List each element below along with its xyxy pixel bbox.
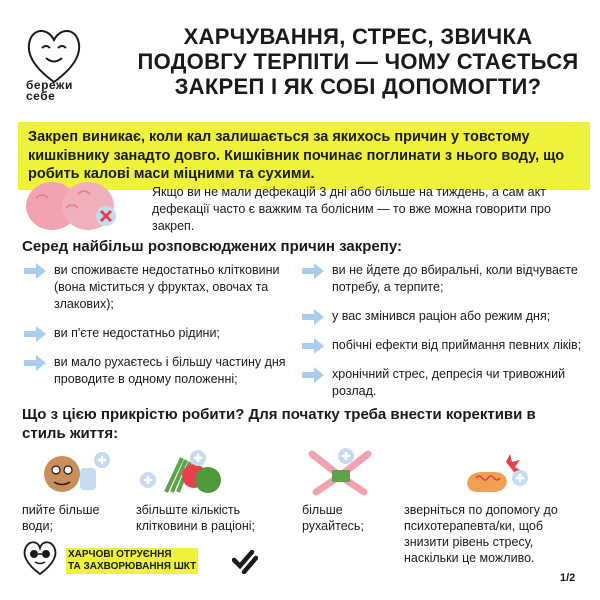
list-item: хронічний стрес, депресія чи тривожний розлад. [300, 366, 590, 400]
list-item: ви п'єте недостатньо рідини; [22, 325, 304, 342]
list-item: ви споживаєте недостатньо клітковини (вона міститься у фруктах, овочах та злакових); [22, 262, 304, 313]
arrow-right-icon [302, 263, 324, 279]
intro-highlight: Закреп виникає, коли кал залишається за якихось причин у товстому кишківнику занадто довго. Кишківник починає поглинати з нього воду, що робить калові маси міцними та сухими. [18, 122, 590, 190]
list-item: побічні ефекти від приймання певних ліків; [300, 337, 590, 354]
arrow-right-icon [302, 309, 324, 325]
constipation-illustration-icon [22, 178, 130, 234]
exercise-icon [302, 448, 392, 496]
page-number: 1/2 [560, 572, 576, 584]
tip-text: зверніться по допомогу до психотерапевта/ки, щоб знизити рівень стресу, наскільки це можливо. [404, 503, 558, 565]
tip-item [302, 448, 392, 534]
water-bottle-icon [22, 448, 112, 496]
action-heading: Що з цією прикрістю робити? Для початку треба внести корективи в стиль життя: [22, 406, 536, 442]
list-item: ви не йдете до вбиральні, коли відчуваєте потребу, а терпите; [300, 262, 590, 296]
category-tag: ХАРЧОВІ ОТРУЄННЯ ТА ЗАХВОРЮВАННЯ ШКТ [68, 549, 197, 572]
arrow-right-icon [24, 355, 46, 371]
page-title: ХАРЧУВАННЯ, СТРЕС, ЗВИЧКА ПОДОВГУ ТЕРПІТИ — ЧОМУ СТАЄТЬСЯ ЗАКРЕП І ЯК СОБІ ДОПОМОГТИ? [137, 24, 579, 99]
causes-left-list [22, 262, 304, 400]
arrow-right-icon [302, 367, 324, 383]
vegetables-icon [136, 448, 226, 496]
definition-text: Якщо ви не мали дефекацій 3 дні або більше на тиждень, а сам акт дефекації часто є важким та болісним — то вже можна говорити про закреп. [152, 185, 551, 233]
arrow-right-icon [24, 263, 46, 279]
speech-bubble-icon [454, 448, 544, 496]
list-item: ви мало рухаєтесь і більшу частину дня проводите в одному положенні; [22, 354, 304, 388]
causes-right-list [300, 262, 590, 412]
arrow-right-icon [302, 338, 324, 354]
brand-logo-icon [232, 550, 258, 574]
arrow-right-icon [24, 326, 46, 342]
tip-item [404, 448, 590, 566]
logo-text: бережи себе [26, 78, 73, 103]
tip-item [22, 448, 132, 534]
tip-text: збільште кількість клітковини в раціоні; [136, 503, 256, 533]
heart-sunglasses-icon [22, 538, 58, 578]
tip-item [136, 448, 286, 534]
list-item: у вас змінився раціон або режим дня; [300, 308, 590, 325]
tip-text: пийте більше води; [22, 503, 100, 533]
tip-text: більше рухайтесь; [302, 503, 364, 533]
causes-heading: Серед найбільш розповсюджених причин закрепу: [22, 238, 402, 255]
